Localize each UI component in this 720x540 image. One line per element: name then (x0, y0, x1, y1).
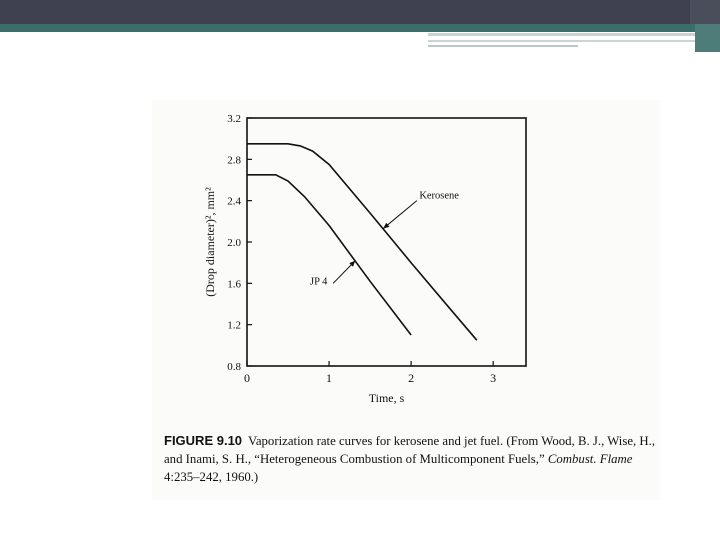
vaporization-chart (152, 100, 660, 430)
y-tick-label: 1.2 (227, 319, 241, 332)
x-tick-label: 0 (244, 371, 250, 385)
accent-tab (695, 24, 720, 52)
decorative-rule (428, 40, 695, 42)
annotation-leader (383, 201, 417, 229)
plot-frame (247, 118, 526, 366)
x-tick-label: 2 (408, 371, 415, 385)
y-tick-label: 2.8 (227, 154, 241, 167)
y-tick-label: 1.6 (227, 278, 241, 291)
x-axis-label: Time, s (368, 391, 405, 405)
y-tick-label: 2.0 (227, 237, 241, 249)
title-bar-accent (690, 0, 720, 24)
y-axis-label: (Drop diameter)², mm² (203, 187, 217, 297)
decorative-rule (428, 33, 695, 36)
y-tick-label: 0.8 (227, 361, 241, 373)
axis-ticks (227, 113, 496, 385)
y-tick-label: 3.2 (227, 113, 241, 125)
x-tick-label: 1 (326, 371, 333, 385)
annotation-label: JP 4 (309, 276, 328, 288)
series-line-jp-4 (247, 175, 411, 335)
slide-title-bar (0, 0, 720, 24)
accent-stripe (0, 24, 720, 32)
annotation-label: Kerosene (419, 190, 459, 202)
figure-caption (164, 432, 664, 486)
series-lines (247, 144, 477, 340)
caption-journal: Combust. Flame (547, 452, 633, 466)
caption-tail: 4:235–242, 1960.) (164, 470, 259, 484)
x-tick-label: 3 (490, 371, 497, 385)
series-line-kerosene (247, 144, 477, 340)
figure-number: FIGURE 9.10 (164, 433, 243, 448)
caption-text: Vaporization rate curves for kerosene and jet fuel. (From Wood, B. J., Wise, H., and Inami, S. H., “Heterogeneous Combustion of Multicomponent Fuels,” (164, 434, 656, 466)
y-tick-label: 2.4 (227, 195, 241, 208)
annotations (310, 191, 459, 288)
decorative-rule (428, 45, 578, 47)
